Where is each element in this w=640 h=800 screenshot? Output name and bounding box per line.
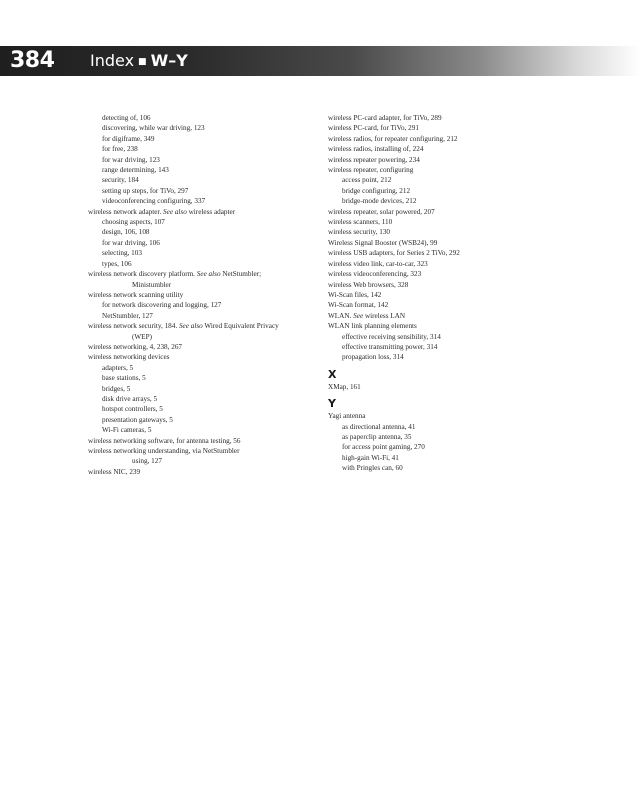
index-subentry [88, 363, 328, 373]
index-entry [328, 123, 568, 133]
index-subentry [328, 196, 568, 206]
index-entry [328, 382, 568, 392]
entry-text: bridges, 5 [102, 384, 131, 393]
section-letter-heading: Y [328, 397, 336, 411]
index-entry [328, 144, 568, 154]
page-number: 384 [10, 48, 55, 73]
entry-text: Wireless Signal Booster (WSB24), 99 [328, 238, 438, 247]
entry-text: as paperclip antenna, 35 [342, 432, 412, 441]
see-target: wireless LAN [363, 311, 406, 320]
entry-text: NetStumbler, 127 [102, 311, 153, 320]
entry-text: access point, 212 [342, 176, 392, 185]
entry-text: wireless PC-card adapter, for TiVo, 289 [328, 114, 442, 122]
see-target: wireless adapter [186, 207, 236, 216]
entry-text: for war driving, 106 [102, 238, 160, 247]
entry-text: setting up steps, for TiVo, 297 [102, 186, 189, 195]
entry-text: using, 127 [132, 457, 162, 466]
entry-text: XMap, 161 [328, 382, 361, 391]
index-subentry [88, 155, 328, 165]
index-entry-continuation [88, 332, 328, 342]
entry-text: wireless PC-card, for TiVo, 291 [328, 124, 419, 133]
index-entry [328, 155, 568, 165]
entry-text: security, 184 [102, 176, 139, 185]
entry-text: choosing aspects, 107 [102, 218, 165, 227]
entry-text: effective receiving sensibility, 314 [342, 332, 441, 341]
index-subentry [328, 432, 568, 442]
entry-text: wireless network discovery platform. [88, 270, 197, 279]
entry-text: for network discovering and logging, 127 [102, 301, 222, 310]
index-subentry [88, 404, 328, 414]
entry-text: types, 106 [102, 259, 132, 268]
index-subentry [328, 463, 568, 473]
entry-text: adapters, 5 [102, 363, 134, 372]
index-subentry [328, 342, 568, 352]
entry-text: wireless USB adapters, for Series 2 TiVo, 292 [328, 249, 460, 258]
index-subentry [88, 175, 328, 185]
entry-text: Ministumbler [132, 280, 172, 289]
index-subentry [88, 311, 328, 321]
index-entry [328, 269, 568, 279]
entry-text: wireless networking software, for antenna testing, 56 [88, 436, 241, 445]
index-subentry [88, 186, 328, 196]
entry-text: effective transmitting power, 314 [342, 342, 438, 351]
entry-text: wireless repeater powering, 234 [328, 155, 420, 164]
entry-text: for free, 238 [102, 145, 138, 154]
entry-text: wireless scanners, 110 [328, 218, 393, 227]
index-entry [88, 467, 328, 477]
index-subentry [328, 422, 568, 432]
entry-text: wireless network adapter. [88, 207, 164, 216]
entry-text: Yagi antenna [328, 412, 366, 421]
entry-text: wireless repeater, configuring [328, 166, 414, 175]
entry-text: wireless network scanning utility [88, 290, 184, 299]
entry-text: as directional antenna, 41 [342, 422, 416, 431]
entry-text: wireless radios, for repeater configuring, 212 [328, 134, 458, 143]
entry-text: with Pringles can, 60 [342, 464, 403, 473]
letter-range: W–Y [150, 51, 188, 70]
index-entry [328, 165, 568, 175]
entry-text: design, 106, 108 [102, 228, 150, 237]
see-reference: See also [163, 207, 187, 216]
index-subentry [88, 300, 328, 310]
index-subentry [88, 259, 328, 269]
entry-text: detecting of, 106 [102, 114, 151, 122]
entry-text: wireless networking understanding, via NetStumbler [88, 447, 240, 455]
index-entry [88, 269, 328, 279]
index-entry [88, 207, 328, 217]
entry-text: wireless videoconferencing, 323 [328, 270, 422, 279]
index-entry [328, 217, 568, 227]
entry-text: Wi-Fi cameras, 5 [102, 426, 152, 435]
index-entry [328, 134, 568, 144]
index-entry [328, 411, 568, 421]
index-subentry [88, 238, 328, 248]
index-entry [328, 238, 568, 248]
entry-text: wireless video link, car-to-car, 323 [328, 259, 428, 268]
index-entry [88, 446, 328, 456]
index-entry-continuation [88, 280, 328, 290]
entry-text: for access point gaming, 270 [342, 443, 425, 452]
index-subentry [88, 373, 328, 383]
entry-text: wireless networking devices [88, 353, 170, 362]
index-subentry [328, 332, 568, 342]
section-title [90, 47, 188, 75]
index-entry [328, 311, 568, 321]
entry-text: hotspot controllers, 5 [102, 405, 163, 414]
index-entry [328, 248, 568, 258]
entry-text: propagation loss, 314 [342, 353, 404, 362]
index-entry [328, 113, 568, 123]
entry-text: for war driving, 123 [102, 155, 160, 164]
index-subentry [328, 186, 568, 196]
index-entry [88, 290, 328, 300]
section-letter-heading: X [328, 367, 337, 381]
entry-text: wireless repeater, solar powered, 207 [328, 207, 435, 216]
entry-text: wireless Web browsers, 328 [328, 280, 409, 289]
index-subentry [88, 123, 328, 133]
index-subentry [328, 175, 568, 185]
index-entry [88, 342, 328, 352]
entry-text: Wi-Scan format, 142 [328, 301, 389, 310]
index-entry [328, 300, 568, 310]
see-reference: See [353, 311, 364, 320]
index-entry [328, 227, 568, 237]
index-subentry [88, 165, 328, 175]
entry-text: Wi-Scan files, 142 [328, 290, 382, 299]
index-entry [88, 436, 328, 446]
index-entry [328, 259, 568, 269]
index-subentry [88, 415, 328, 425]
index-entry [328, 290, 568, 300]
index-entry-continuation [88, 456, 328, 466]
see-reference: See also [196, 270, 221, 279]
entry-text: disk drive arrays, 5 [102, 394, 158, 403]
index-entry [328, 207, 568, 217]
entry-text: WLAN link planning elements [328, 322, 417, 331]
index-subentry [88, 134, 328, 144]
entry-text: bridge-mode devices, 212 [342, 197, 417, 206]
entry-text: for digiframe, 349 [102, 134, 155, 143]
entry-text: presentation gateways, 5 [102, 415, 173, 424]
index-subentry [328, 442, 568, 452]
index-column-left [88, 113, 328, 477]
index-subentry [88, 384, 328, 394]
index-subentry [88, 227, 328, 237]
entry-text: WLAN. [328, 311, 354, 320]
entry-text: high-gain Wi-Fi, 41 [342, 453, 399, 462]
entry-text: wireless radios, installing of, 224 [328, 145, 424, 154]
index-subentry [88, 425, 328, 435]
see-reference: See also [178, 322, 203, 331]
entry-text: (WEP) [132, 332, 152, 341]
entry-text: base stations, 5 [102, 374, 146, 383]
index-subentry [328, 352, 568, 362]
see-target: Wired Equivalent Privacy [202, 322, 279, 331]
entry-text: discovering, while war driving, 123 [102, 124, 205, 133]
index-subentry [88, 196, 328, 206]
entry-text: wireless NIC, 239 [88, 467, 141, 476]
index-entry [88, 352, 328, 362]
entry-text: selecting, 103 [102, 249, 142, 258]
index-subentry [88, 144, 328, 154]
entry-text: wireless networking, 4, 238, 267 [88, 342, 183, 351]
entry-text: bridge configuring, 212 [342, 186, 411, 195]
entry-text: wireless security, 130 [328, 228, 391, 237]
index-column-right [328, 113, 568, 474]
index-subentry [88, 248, 328, 258]
index-entry [88, 321, 328, 331]
index-entry [328, 280, 568, 290]
entry-text: range determining, 143 [102, 166, 169, 175]
entry-text: wireless network security, 184. [88, 322, 179, 331]
index-entry [328, 321, 568, 331]
index-subentry [88, 394, 328, 404]
entry-text: videoconferencing configuring, 337 [102, 197, 206, 206]
index-subentry [88, 217, 328, 227]
index-subentry [88, 113, 328, 123]
index-word: Index [90, 51, 135, 70]
index-subentry [328, 453, 568, 463]
separator-square: ■ [138, 57, 147, 67]
see-target: NetStumbler; [220, 270, 262, 279]
